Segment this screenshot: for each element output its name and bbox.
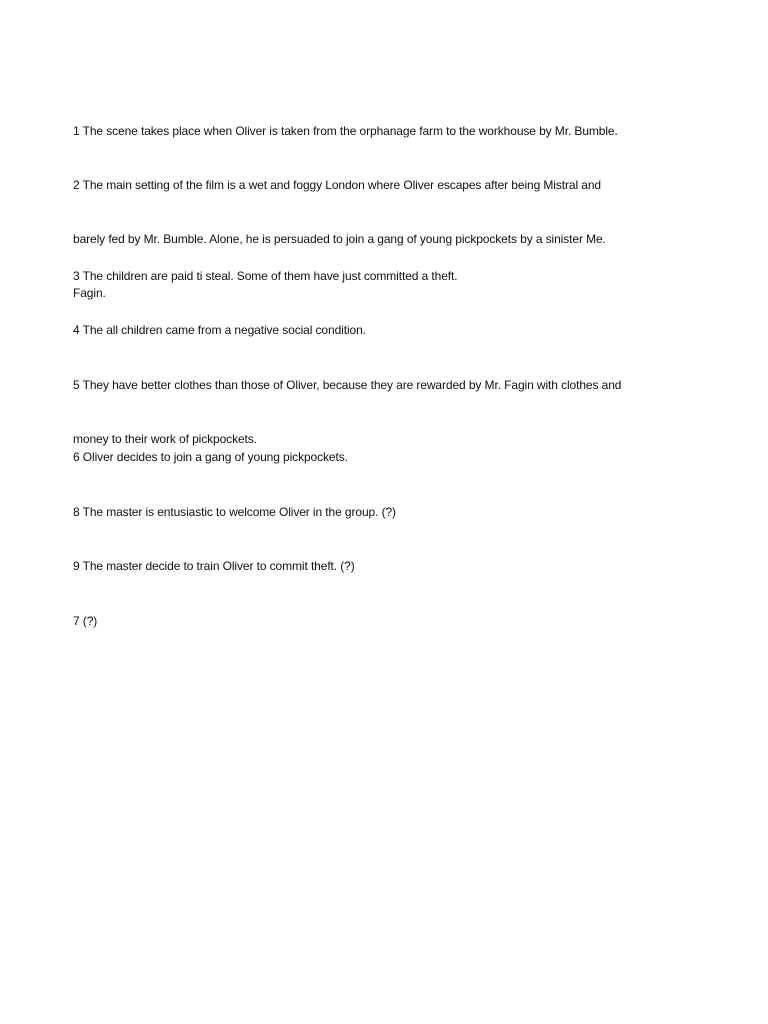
paragraph-line: barely fed by Mr. Bumble. Alone, he is persuaded to join a gang of young pickpockets by a sinister Me. (73, 232, 606, 246)
paragraph-line: money to their work of pickpockets. (73, 432, 257, 446)
paragraph-line: 5 They have better clothes than those of Oliver, because they are rewarded by Mr. Fagin with clothes and (73, 378, 622, 392)
paragraph-line: 6 Oliver decides to join a gang of young pickpockets. (73, 450, 348, 464)
paragraph-line: 9 The master decide to train Oliver to commit theft. (?) (73, 559, 355, 573)
paragraph-line: 7 (?) (73, 614, 98, 628)
paragraph-line: 8 The master is entusiastic to welcome Oliver in the group. (?) (73, 505, 396, 519)
paragraph-line: 1 The scene takes place when Oliver is taken from the orphanage farm to the workhouse by Mr. Bumble. (73, 124, 618, 138)
paragraph-line: Fagin. (73, 286, 106, 300)
paragraph-line: 2 The main setting of the film is a wet and foggy London where Oliver escapes after being Mistral and (73, 178, 601, 192)
paragraph-7 (73, 576, 703, 666)
paragraph-line: 3 The children are paid ti steal. Some of them have just committed a theft. (73, 269, 458, 283)
paragraph-line: 4 The all children came from a negative social condition. (73, 323, 366, 337)
